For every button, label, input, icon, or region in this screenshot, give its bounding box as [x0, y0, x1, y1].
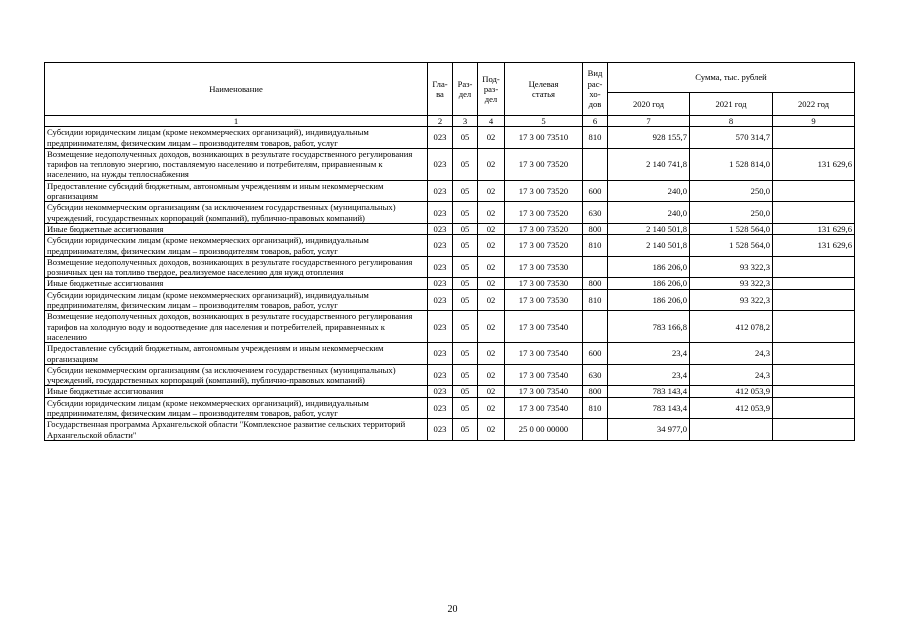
- row-sum-2020: 186 206,0: [608, 289, 690, 311]
- row-glava: 023: [428, 223, 453, 234]
- row-razdel: 05: [453, 278, 478, 289]
- row-target-article: 17 3 00 73520: [505, 180, 583, 202]
- row-name: Субсидии юридическим лицам (кроме некоммерческих организаций), индивидуальным предпринимателям, физическим лицам – производителям товаров, работ, услуг: [45, 235, 428, 257]
- row-sum-2022: [773, 397, 855, 419]
- row-sum-2022: 131 629,6: [773, 235, 855, 257]
- row-name: Субсидии некоммерческим организациям (за исключением государственных (муниципальных) учреждений, государственных корпораций (компаний), публично-правовых компаний): [45, 364, 428, 386]
- row-sum-2020: 783 143,4: [608, 386, 690, 397]
- row-sum-2021: 93 322,3: [690, 289, 773, 311]
- row-sum-2021: [690, 419, 773, 441]
- row-podrazdel: 02: [478, 180, 505, 202]
- row-podrazdel: 02: [478, 278, 505, 289]
- row-sum-2020: 783 166,8: [608, 311, 690, 343]
- row-glava: 023: [428, 148, 453, 180]
- header-target: [505, 63, 583, 116]
- row-sum-2021: 570 314,7: [690, 127, 773, 149]
- row-target-article: 17 3 00 73540: [505, 311, 583, 343]
- column-number: 9: [773, 116, 855, 127]
- row-sum-2020: 240,0: [608, 202, 690, 224]
- row-sum-2020: 783 143,4: [608, 397, 690, 419]
- row-podrazdel: 02: [478, 397, 505, 419]
- row-sum-2022: [773, 311, 855, 343]
- table-row: [45, 180, 855, 202]
- row-sum-2021: 24,3: [690, 364, 773, 386]
- row-razdel: 05: [453, 127, 478, 149]
- row-razdel: 05: [453, 419, 478, 441]
- row-podrazdel: 02: [478, 256, 505, 278]
- row-sum-2021: 1 528 814,0: [690, 148, 773, 180]
- header-vid-line: рас-: [587, 78, 603, 89]
- column-number: 3: [453, 116, 478, 127]
- row-name: Субсидии юридическим лицам (кроме некоммерческих организаций), индивидуальным предпринимателям, физическим лицам – производителям товаров, работ, услуг: [45, 397, 428, 419]
- row-razdel: 05: [453, 223, 478, 234]
- header-razdel-line: дел: [458, 89, 472, 99]
- header-vid-line: хо-: [589, 89, 601, 99]
- row-name: Государственная программа Архангельской области "Комплексное развитие сельских территорий Архангельской области": [45, 419, 428, 441]
- table-row: [45, 256, 855, 278]
- column-number: 4: [478, 116, 505, 127]
- row-target-article: 17 3 00 73520: [505, 235, 583, 257]
- header-podrazdel-line: Под-: [482, 73, 500, 84]
- column-number-row: [45, 116, 855, 127]
- row-glava: 023: [428, 397, 453, 419]
- header-target-line: Целевая: [528, 78, 559, 89]
- row-glava: 023: [428, 289, 453, 311]
- row-podrazdel: 02: [478, 386, 505, 397]
- row-name: Субсидии некоммерческим организациям (за исключением государственных (муниципальных) учреждений, государственных корпораций (компаний), публично-правовых компаний): [45, 202, 428, 224]
- row-podrazdel: 02: [478, 311, 505, 343]
- table-row: [45, 397, 855, 419]
- row-sum-2021: 24,3: [690, 343, 773, 365]
- row-razdel: 05: [453, 311, 478, 343]
- row-glava: 023: [428, 386, 453, 397]
- table-row: [45, 127, 855, 149]
- row-sum-2020: 928 155,7: [608, 127, 690, 149]
- row-expense-type: 800: [583, 386, 608, 397]
- row-expense-type: 810: [583, 235, 608, 257]
- row-sum-2022: [773, 127, 855, 149]
- table-row: [45, 278, 855, 289]
- row-expense-type: [583, 311, 608, 343]
- row-target-article: 17 3 00 73520: [505, 202, 583, 224]
- row-sum-2020: 186 206,0: [608, 256, 690, 278]
- table-row: [45, 202, 855, 224]
- row-podrazdel: 02: [478, 419, 505, 441]
- row-podrazdel: 02: [478, 223, 505, 234]
- row-razdel: 05: [453, 202, 478, 224]
- row-razdel: 05: [453, 148, 478, 180]
- row-expense-type: 800: [583, 278, 608, 289]
- column-number: 7: [608, 116, 690, 127]
- row-name: Субсидии юридическим лицам (кроме некоммерческих организаций), индивидуальным предпринимателям, физическим лицам – производителям товаров, работ, услуг: [45, 289, 428, 311]
- header-glava: [428, 63, 453, 116]
- row-glava: 023: [428, 419, 453, 441]
- row-sum-2021: 1 528 564,0: [690, 223, 773, 234]
- row-target-article: 25 0 00 00000: [505, 419, 583, 441]
- row-razdel: 05: [453, 397, 478, 419]
- row-expense-type: 800: [583, 223, 608, 234]
- table-row: [45, 289, 855, 311]
- row-sum-2021: 93 322,3: [690, 278, 773, 289]
- row-expense-type: [583, 148, 608, 180]
- row-sum-2020: 240,0: [608, 180, 690, 202]
- header-target-line: статья: [532, 89, 555, 99]
- row-expense-type: 600: [583, 180, 608, 202]
- row-sum-2022: [773, 419, 855, 441]
- row-expense-type: 630: [583, 364, 608, 386]
- row-target-article: 17 3 00 73540: [505, 397, 583, 419]
- header-podrazdel: [478, 63, 505, 116]
- row-razdel: 05: [453, 289, 478, 311]
- row-razdel: 05: [453, 386, 478, 397]
- row-glava: 023: [428, 364, 453, 386]
- row-glava: 023: [428, 343, 453, 365]
- table-row: [45, 364, 855, 386]
- row-target-article: 17 3 00 73540: [505, 343, 583, 365]
- row-sum-2022: 131 629,6: [773, 223, 855, 234]
- row-glava: 023: [428, 256, 453, 278]
- header-podrazdel-line: дел: [484, 94, 498, 105]
- table-row: [45, 419, 855, 441]
- row-expense-type: [583, 256, 608, 278]
- header-year-2020: 2020 год: [608, 92, 690, 115]
- row-razdel: 05: [453, 343, 478, 365]
- row-razdel: 05: [453, 180, 478, 202]
- row-target-article: 17 3 00 73540: [505, 386, 583, 397]
- row-name: Предоставление субсидий бюджетным, автономным учреждениям и иным некоммерческим организациям: [45, 343, 428, 365]
- row-sum-2020: 2 140 501,8: [608, 223, 690, 234]
- table-row: [45, 343, 855, 365]
- row-podrazdel: 02: [478, 289, 505, 311]
- row-sum-2020: 34 977,0: [608, 419, 690, 441]
- header-razdel: [453, 63, 478, 116]
- row-target-article: 17 3 00 73530: [505, 256, 583, 278]
- row-sum-2021: 250,0: [690, 180, 773, 202]
- row-podrazdel: 02: [478, 202, 505, 224]
- row-podrazdel: 02: [478, 364, 505, 386]
- row-sum-2020: 186 206,0: [608, 278, 690, 289]
- header-vid-line: дов: [588, 99, 602, 110]
- row-sum-2022: [773, 343, 855, 365]
- row-expense-type: [583, 419, 608, 441]
- row-sum-2022: [773, 180, 855, 202]
- table-row: [45, 223, 855, 234]
- header-year-2022: 2022 год: [773, 92, 855, 115]
- column-number: 6: [583, 116, 608, 127]
- row-sum-2021: 412 053,9: [690, 386, 773, 397]
- budget-table: [44, 62, 855, 441]
- header-glava-line: ва: [436, 89, 444, 99]
- column-number: 8: [690, 116, 773, 127]
- row-target-article: 17 3 00 73520: [505, 223, 583, 234]
- header-sum: Сумма, тыс. рублей: [608, 63, 855, 93]
- row-podrazdel: 02: [478, 343, 505, 365]
- row-name: Иные бюджетные ассигнования: [45, 223, 428, 234]
- header-razdel-line: Раз-: [457, 78, 473, 89]
- row-sum-2020: 2 140 501,8: [608, 235, 690, 257]
- header-glava-line: Гла-: [432, 78, 448, 89]
- table-row: [45, 235, 855, 257]
- row-name: Возмещение недополученных доходов, возникающих в результате государственного регулирования розничных цен на топливо твердое, реализуемое населению для нужд отопления: [45, 256, 428, 278]
- row-expense-type: 810: [583, 127, 608, 149]
- row-expense-type: 810: [583, 289, 608, 311]
- row-sum-2022: [773, 364, 855, 386]
- row-sum-2022: [773, 256, 855, 278]
- header-vid-line: Вид: [587, 68, 603, 79]
- row-glava: 023: [428, 235, 453, 257]
- row-glava: 023: [428, 180, 453, 202]
- row-sum-2022: [773, 386, 855, 397]
- row-sum-2022: 131 629,6: [773, 148, 855, 180]
- row-target-article: 17 3 00 73520: [505, 148, 583, 180]
- row-name: Иные бюджетные ассигнования: [45, 278, 428, 289]
- row-glava: 023: [428, 278, 453, 289]
- table-body: [45, 127, 855, 441]
- row-sum-2021: 412 053,9: [690, 397, 773, 419]
- row-podrazdel: 02: [478, 148, 505, 180]
- row-name: Возмещение недополученных доходов, возникающих в результате государственного регулирования тарифов на тепловую энергию, поставляемую населению и потребителям, приравненным к населению, на нужды теплоснабжения: [45, 148, 428, 180]
- row-sum-2021: 1 528 564,0: [690, 235, 773, 257]
- row-podrazdel: 02: [478, 235, 505, 257]
- row-expense-type: 810: [583, 397, 608, 419]
- row-name: Предоставление субсидий бюджетным, автономным учреждениям и иным некоммерческим организациям: [45, 180, 428, 202]
- row-glava: 023: [428, 127, 453, 149]
- row-glava: 023: [428, 202, 453, 224]
- row-expense-type: 600: [583, 343, 608, 365]
- row-expense-type: 630: [583, 202, 608, 224]
- row-razdel: 05: [453, 364, 478, 386]
- row-name: Возмещение недополученных доходов, возникающих в результате государственного регулирования тарифов на холодную воду и водоотведение для населения и потребителей, приравненных к населению: [45, 311, 428, 343]
- table-row: [45, 386, 855, 397]
- row-podrazdel: 02: [478, 127, 505, 149]
- row-name: Субсидии юридическим лицам (кроме некоммерческих организаций), индивидуальным предпринимателям, физическим лицам – производителям товаров, работ, услуг: [45, 127, 428, 149]
- table-row: [45, 311, 855, 343]
- row-glava: 023: [428, 311, 453, 343]
- row-target-article: 17 3 00 73530: [505, 278, 583, 289]
- row-target-article: 17 3 00 73530: [505, 289, 583, 311]
- row-razdel: 05: [453, 235, 478, 257]
- row-sum-2021: 412 078,2: [690, 311, 773, 343]
- header-name: Наименование: [45, 63, 428, 116]
- row-target-article: 17 3 00 73510: [505, 127, 583, 149]
- row-sum-2022: [773, 202, 855, 224]
- row-sum-2020: 2 140 741,8: [608, 148, 690, 180]
- row-name: Иные бюджетные ассигнования: [45, 386, 428, 397]
- column-number: 1: [45, 116, 428, 127]
- row-sum-2020: 23,4: [608, 364, 690, 386]
- row-sum-2021: 93 322,3: [690, 256, 773, 278]
- row-target-article: 17 3 00 73540: [505, 364, 583, 386]
- page-number: 20: [447, 604, 458, 615]
- row-sum-2022: [773, 289, 855, 311]
- column-number: 2: [428, 116, 453, 127]
- row-sum-2021: 250,0: [690, 202, 773, 224]
- row-sum-2022: [773, 278, 855, 289]
- header-vid: [583, 63, 608, 116]
- row-razdel: 05: [453, 256, 478, 278]
- row-sum-2020: 23,4: [608, 343, 690, 365]
- table-row: [45, 148, 855, 180]
- header-year-2021: 2021 год: [690, 92, 773, 115]
- header-podrazdel-line: раз-: [483, 83, 499, 94]
- column-number: 5: [505, 116, 583, 127]
